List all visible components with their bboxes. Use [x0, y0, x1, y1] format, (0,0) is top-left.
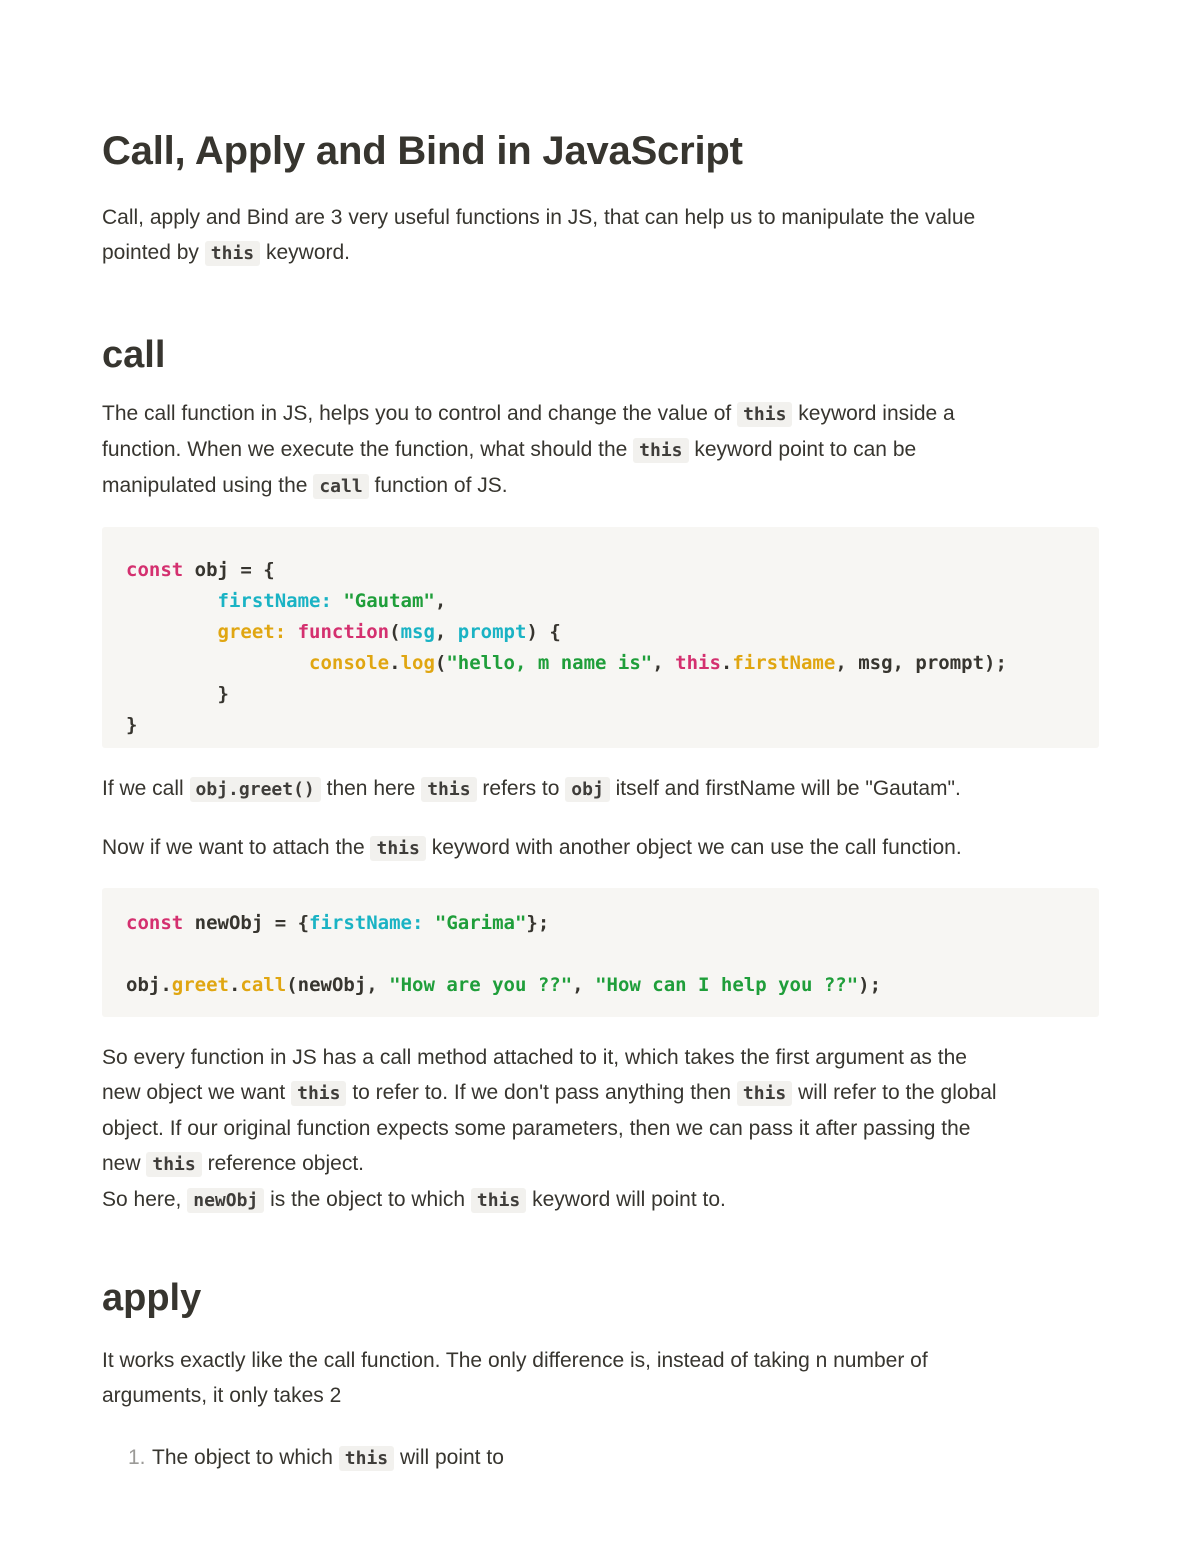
- code-line: greet: function(msg, prompt) {: [217, 621, 561, 643]
- section-heading-apply: apply: [102, 1277, 202, 1319]
- inline-code: this: [291, 1081, 346, 1106]
- call-paragraph-2: If we call obj.greet() then here this refers to obj itself and firstName will be "Gautam".: [102, 777, 961, 800]
- section-heading-call: call: [102, 334, 166, 376]
- code-line-empty: [126, 939, 1099, 970]
- inline-code: newObj: [187, 1188, 264, 1213]
- inline-code: this: [339, 1446, 394, 1471]
- inline-code: obj.greet(): [190, 777, 321, 802]
- apply-list: [128, 1440, 1028, 1476]
- inline-code: this: [737, 1081, 792, 1106]
- code-line: }: [126, 683, 229, 705]
- call-paragraph-1: The call function in JS, helps you to control and change the value of this keyword inside a function. When we execute the function, what should the this keyword point to can be manipulated using the call function of JS.: [102, 402, 955, 497]
- code-line: console.log("hello, m name is", this.firstName, msg, prompt);: [309, 652, 1007, 674]
- code-line: const obj = {: [126, 559, 275, 581]
- inline-code: this: [421, 777, 476, 802]
- code-block-newobj: [102, 888, 1099, 1017]
- apply-paragraph-1: It works exactly like the call function. The only difference is, instead of taking n number of arguments, it only takes 2: [102, 1349, 928, 1407]
- inline-code: this: [633, 438, 688, 463]
- code-line: firstName: "Gautam",: [217, 590, 447, 612]
- inline-code: this: [370, 836, 425, 861]
- inline-code: this: [471, 1188, 526, 1213]
- inline-code: call: [313, 474, 368, 499]
- call-paragraph-4: So every function in JS has a call method attached to it, which takes the first argument as the new object we want this to refer to. If we don't pass anything then this will refer to the global object. If our original function expects some parameters, then we can pass it after passing the new this reference object. So here, newObj is the object to which this keyword will point to.: [102, 1046, 997, 1211]
- inline-code: this: [205, 241, 260, 266]
- code-line: obj.greet.call(newObj, "How are you ??", "How can I help you ??");: [126, 974, 882, 996]
- code-block-obj: [102, 527, 1099, 748]
- inline-code: this: [146, 1152, 201, 1177]
- call-paragraph-3: Now if we want to attach the this keyword with another object we can use the call function.: [102, 836, 962, 859]
- inline-code: obj: [565, 777, 610, 802]
- code-line: const newObj = {firstName: "Garima"};: [126, 912, 550, 934]
- intro-paragraph: Call, apply and Bind are 3 very useful functions in JS, that can help us to manipulate the value pointed by this keyword.: [102, 206, 976, 264]
- list-item: 1. The object to which this will point to: [128, 1446, 504, 1469]
- inline-code: this: [737, 402, 792, 427]
- code-line: }: [126, 714, 138, 736]
- page-title: Call, Apply and Bind in JavaScript: [102, 129, 743, 173]
